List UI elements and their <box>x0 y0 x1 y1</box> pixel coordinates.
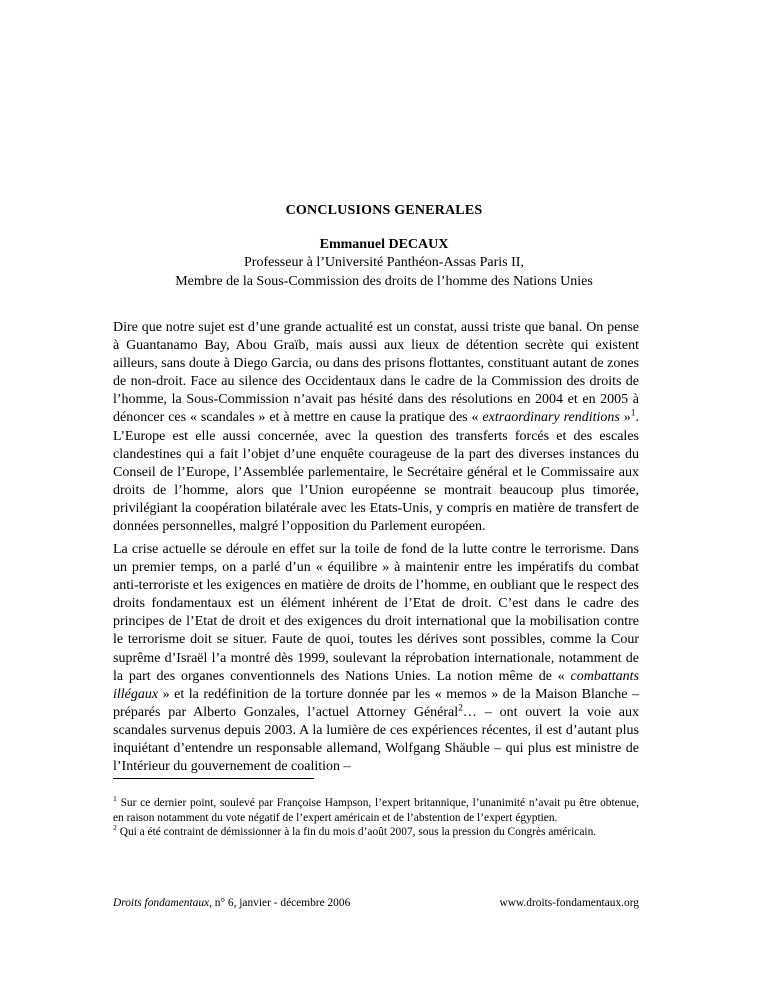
footnotes <box>113 796 639 840</box>
journal-name: Droits fondamentaux <box>113 897 210 909</box>
emphasized-term: combattants illégaux <box>113 668 639 702</box>
body-paragraph-1 <box>113 319 639 536</box>
paragraph-text: La crise actuelle se déroule en effet sur la toile de fond de la lutte contre le terrorisme. Dans un premier temps, on a parlé d’un « équilibre » à maintenir entre les impératifs du combat anti-terroriste et les exigences en matière de droits de l’homme, en oubliant que le respect des droits fondamentaux est un élément inhérent de l’Etat de droit. C’est dans le cadre des principes de l’Etat de droit et des exigences du droit international que la mobilisation contre le terrorisme doit se situer. Faute de quoi, toutes les dérives sont possibles, comme la Cour suprême d’Israël l’a montré dès 1999, soulevant la réprobation internationale, notamment de la part des organes conventionnels des Nations Unies. La notion même de « <box>113 542 639 684</box>
footer-citation <box>113 897 350 909</box>
journal-issue: , n° 6, janvier - décembre 2006 <box>209 897 351 909</box>
author-name: Emmanuel DECAUX <box>319 237 449 252</box>
paragraph-text: Dire que notre sujet est d’une grande actualité est un constat, aussi triste que banal. On pense à Guantanamo Bay, Abou Graïb, mais aussi aux lieux de détention secrète qui existent ailleurs, sans doute à Diego Garcia, ou dans des prisons flottantes, constituant autant de zones de non-droit. Face au silence des Occidentaux dans le cadre de la Commission des droits de l’homme, la Sous-Commission n’avait pas hésité dans des résolutions en 2004 et en 2005 à dénoncer ces « scandales » et à mettre en cause la pratique des « <box>113 320 639 426</box>
paragraph-text: » <box>619 410 631 426</box>
paragraph-text: … – ont ouvert la voie aux scandales survenus depuis 2003. A la lumière de ces expériences récentes, il est d’autant plus inquiétant d’entendre un responsable allemand, Wolfgang Shäuble – qui plus est ministre de l’Intérieur du gouvernement de coalition – <box>113 704 639 775</box>
footnote-number: 1 <box>113 794 117 804</box>
footnote-reference-1[interactable]: 1 <box>630 408 636 419</box>
footnote-2 <box>113 825 639 840</box>
body-paragraph-2 <box>113 541 639 776</box>
footer-url[interactable]: www.droits-fondamentaux.org <box>499 897 639 909</box>
paragraph-text: . L’Europe est elle aussi concernée, avec la question des transferts forcés et des escales clandestines qui a fait l’objet d’une enquête courageuse de la part des diverses instances du Conseil de l’Europe, l’Assemblée parlementaire, le Secrétaire général et le Commissaire aux droits de l’homme, alors que l’Union européenne se montrait beaucoup plus timorée, privilégiant la coopération bilatérale avec les Etats-Unis, y compris en matière de transfert de données personnelles, malgré l’opposition du Parlement européen. <box>113 410 639 535</box>
author-affiliation-1: Professeur à l’Université Panthéon-Assas Paris II, <box>244 255 524 270</box>
article-title: CONCLUSIONS GENERALES <box>285 203 483 218</box>
footnote-separator <box>113 778 314 779</box>
emphasized-term: extraordinary renditions <box>482 410 620 426</box>
footnote-text: Sur ce dernier point, soulevé par Françoise Hampson, l’expert britannique, l’unanimité n’avait pu être obtenue, en raison notamment du vote négatif de l’expert américain et de l’abstention de l’expert égyptien. <box>113 797 639 824</box>
footnote-text: Qui a été contraint de démissionner à la fin du mois d’août 2007, sous la pression du Congrès américain. <box>116 826 597 839</box>
paragraph-text: » et la redéfinition de la torture donnée par les « memos » de la Maison Blanche – préparés par Alberto Gonzales, l’actuel Attorney Général <box>113 686 639 720</box>
footnote-number: 2 <box>113 823 117 833</box>
footnote-1 <box>113 796 639 825</box>
footnote-reference-2[interactable]: 2 <box>458 703 463 714</box>
author-affiliation-2: Membre de la Sous-Commission des droits de l’homme des Nations Unies <box>175 274 593 289</box>
